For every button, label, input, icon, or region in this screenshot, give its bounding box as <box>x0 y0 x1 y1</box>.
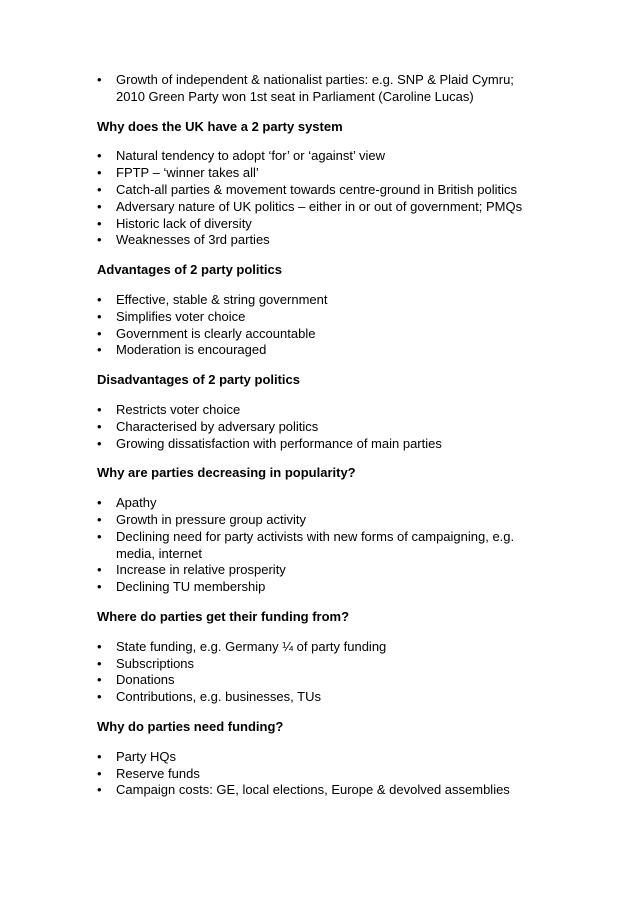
bullet-text-line: Restricts voter choice <box>116 401 241 417</box>
bullet-text-line: Donations <box>116 672 175 688</box>
bullet-item <box>97 512 557 529</box>
bullet-icon: • <box>97 291 102 307</box>
bullet-list <box>97 495 557 596</box>
bullet-text-line: media, internet <box>116 545 202 561</box>
bullet-icon: • <box>97 72 102 87</box>
bullet-text <box>116 419 557 436</box>
bullet-text-line: Apathy <box>116 495 157 511</box>
bullet-text <box>116 402 557 419</box>
bullet-text <box>116 766 557 783</box>
bullet-text-line: State funding, e.g. Germany ¼ of party funding <box>116 638 387 654</box>
bullet-text-line: Contributions, e.g. businesses, TUs <box>116 689 321 705</box>
bullet-icon: • <box>97 511 102 527</box>
bullet-text <box>116 182 557 199</box>
bullet-text-line: Simplifies voter choice <box>116 308 246 324</box>
bullet-item <box>97 782 557 799</box>
bullet-item <box>97 182 557 199</box>
bullet-text-line: Natural tendency to adopt ‘for’ or ‘against’ view <box>116 148 386 164</box>
bullet-text-line: Historic lack of diversity <box>116 215 252 231</box>
bullet-text-line: Moderation is encouraged <box>116 342 267 358</box>
bullet-text-line: Growth of independent & nationalist parties: e.g. SNP & Plaid Cymru; <box>116 72 514 87</box>
bullet-list <box>97 402 557 452</box>
bullet-list <box>97 639 557 706</box>
bullet-text-line: Growing dissatisfaction with performance of main parties <box>116 435 442 451</box>
bullet-item <box>97 766 557 783</box>
section-heading: Why do parties need funding? <box>97 718 284 734</box>
bullet-icon: • <box>97 401 102 417</box>
bullet-item <box>97 148 557 165</box>
bullet-icon: • <box>97 638 102 654</box>
bullet-text <box>116 656 557 673</box>
bullet-item <box>97 562 557 579</box>
bullet-icon: • <box>97 495 102 511</box>
bullet-icon: • <box>97 748 102 764</box>
bullet-icon: • <box>97 215 102 231</box>
bullet-text-line: Adversary nature of UK politics – either in or out of government; PMQs <box>116 198 523 214</box>
bullet-text-line: Declining TU membership <box>116 579 266 595</box>
bullet-item <box>97 165 557 182</box>
bullet-text-line: Characterised by adversary politics <box>116 418 319 434</box>
bullet-item <box>97 436 557 453</box>
bullet-text <box>116 292 557 309</box>
bullet-item <box>97 72 557 106</box>
bullet-icon: • <box>97 198 102 214</box>
document-section <box>97 609 557 706</box>
document-section <box>97 119 557 250</box>
bullet-text <box>116 639 557 656</box>
bullet-icon: • <box>97 528 102 544</box>
bullet-text-line: FPTP – ‘winner takes all’ <box>116 165 259 181</box>
bullet-text <box>116 529 557 563</box>
bullet-text <box>116 749 557 766</box>
bullet-list <box>97 292 557 359</box>
bullet-item <box>97 309 557 326</box>
bullet-icon: • <box>97 165 102 181</box>
bullet-text-line: Reserve funds <box>116 765 200 781</box>
bullet-icon: • <box>97 689 102 705</box>
document-body <box>97 72 557 812</box>
bullet-item <box>97 232 557 249</box>
bullet-text <box>116 672 557 689</box>
bullet-item <box>97 216 557 233</box>
bullet-text <box>116 512 557 529</box>
document-section <box>97 465 557 596</box>
bullet-icon: • <box>97 562 102 578</box>
bullet-icon: • <box>97 579 102 595</box>
bullet-text-line: Subscriptions <box>116 655 195 671</box>
bullet-icon: • <box>97 232 102 248</box>
section-heading: Disadvantages of 2 party politics <box>97 372 301 388</box>
bullet-item <box>97 689 557 706</box>
bullet-item <box>97 342 557 359</box>
bullet-text <box>116 148 557 165</box>
bullet-text-line: Effective, stable & string government <box>116 291 328 307</box>
bullet-text-line: Increase in relative prosperity <box>116 562 286 578</box>
bullet-icon: • <box>97 342 102 358</box>
bullet-item <box>97 199 557 216</box>
bullet-text <box>116 309 557 326</box>
bullet-item <box>97 419 557 436</box>
bullet-icon: • <box>97 418 102 434</box>
bullet-icon: • <box>97 181 102 197</box>
bullet-text <box>116 165 557 182</box>
bullet-item <box>97 672 557 689</box>
document-section <box>97 262 557 359</box>
bullet-icon: • <box>97 782 102 798</box>
bullet-icon: • <box>97 325 102 341</box>
bullet-icon: • <box>97 672 102 688</box>
document-section <box>97 719 557 799</box>
bullet-text <box>116 342 557 359</box>
bullet-icon: • <box>97 655 102 671</box>
bullet-item <box>97 326 557 343</box>
bullet-text <box>116 72 557 106</box>
bullet-text <box>116 326 557 343</box>
bullet-icon: • <box>97 765 102 781</box>
bullet-text-line: Catch-all parties & movement towards centre-ground in British politics <box>116 181 518 197</box>
bullet-item <box>97 639 557 656</box>
bullet-text-line: Declining need for party activists with new forms of campaigning, e.g. <box>116 528 515 544</box>
section-heading: Why are parties decreasing in popularity? <box>97 465 356 481</box>
bullet-text <box>116 689 557 706</box>
bullet-item <box>97 579 557 596</box>
bullet-text <box>116 436 557 453</box>
bullet-text-line: Growth in pressure group activity <box>116 511 307 527</box>
bullet-text <box>116 199 557 216</box>
bullet-list <box>97 749 557 799</box>
bullet-item <box>97 529 557 563</box>
document-section <box>97 372 557 452</box>
bullet-text <box>116 216 557 233</box>
section-heading: Why does the UK have a 2 party system <box>97 118 343 134</box>
bullet-text-line: Campaign costs: GE, local elections, Europe & devolved assemblies <box>116 782 510 798</box>
bullet-text <box>116 232 557 249</box>
bullet-icon: • <box>97 435 102 451</box>
bullet-text <box>116 495 557 512</box>
bullet-icon: • <box>97 308 102 324</box>
bullet-text <box>116 782 557 799</box>
bullet-text <box>116 562 557 579</box>
bullet-icon: • <box>97 148 102 164</box>
bullet-text-line: Party HQs <box>116 748 176 764</box>
bullet-item <box>97 292 557 309</box>
bullet-item <box>97 749 557 766</box>
bullet-list <box>97 148 557 249</box>
bullet-text-line: Weaknesses of 3rd parties <box>116 232 270 248</box>
section-heading: Advantages of 2 party politics <box>97 262 282 278</box>
bullet-text-line: 2010 Green Party won 1st seat in Parliament (Caroline Lucas) <box>116 88 474 104</box>
bullet-item <box>97 402 557 419</box>
section-heading: Where do parties get their funding from? <box>97 608 350 624</box>
bullet-item <box>97 495 557 512</box>
bullet-item <box>97 656 557 673</box>
document-section <box>97 72 557 106</box>
bullet-text <box>116 579 557 596</box>
bullet-text-line: Government is clearly accountable <box>116 325 316 341</box>
bullet-list <box>97 72 557 106</box>
